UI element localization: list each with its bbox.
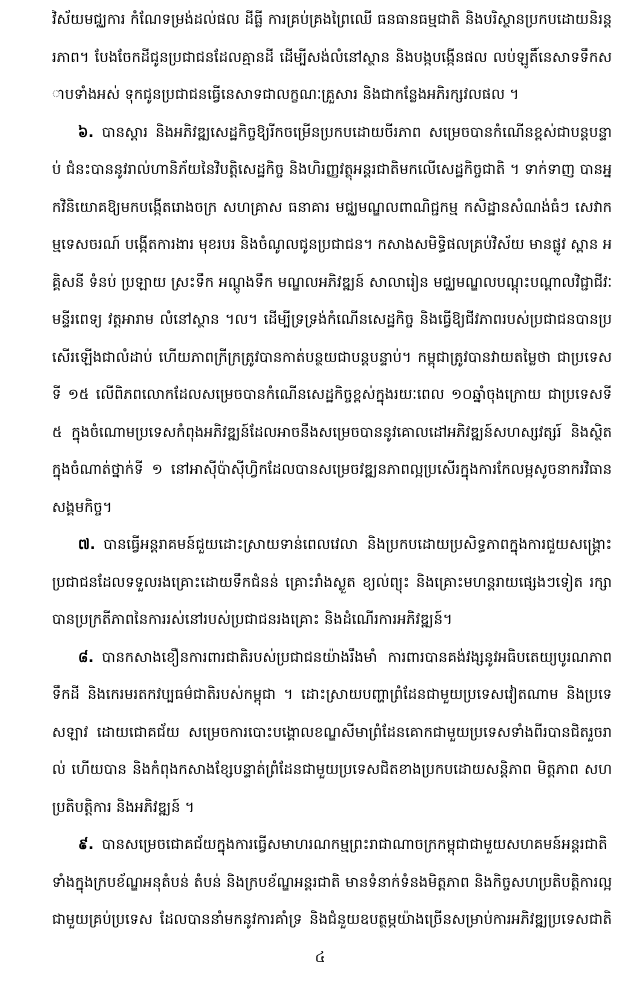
paragraph-intro <box>52 2 612 115</box>
paragraph-text: បានសម្រេចជោគជ័យក្នុងការធ្វើសមាហរណកម្មព្រះរាជាណាចក្រកម្ពុជាជាមួយសហគមន៍អន្តរជាតិទាំងក្នុងក្របខ័ណ្ឌអនុតំបន់ តំបន់ និងក្របខ័ណ្ឌអន្តរជាតិ មានទំនាក់ទំនងមិត្តភាព និងកិច្ចសហប្រតិបត្តិការល្អជាមួយគ្រប់ប្រទេស ដែលបាននាំមកនូវការគាំទ្រ និងជំនួយឧបត្ថម្ភយ៉ាងច្រើនសម្រាប់ការអភិវឌ្ឍប្រទេសជាតិ <box>52 837 612 928</box>
document-page <box>52 0 612 940</box>
paragraph-text: វិស័យមជ្ឈការ កំណែទម្រង់ដល់ផល ដីធ្លី ការគ្រប់គ្រងព្រៃឈើ ធនធានធម្មជាតិ និងបរិស្ថានប្រកបដោយនិរន្តរភាព។ បែងចែកដីជូនប្រជាជនដែលគ្មានដី ដើម្បីសង់លំនៅស្ថាន និងបង្កបង្កើនផល លប់ឡូតិ៍នេសាទទឹកសាបទាំងអស់ ទុកជូនប្រជាជនធ្វើនេសាទជាលក្ខណៈគ្រួសារ និងជាកន្លែងអភិរក្សវលផល ។ <box>52 12 612 103</box>
paragraph-6 <box>52 115 612 528</box>
page-number: ៤ <box>314 948 326 966</box>
paragraph-9 <box>52 827 612 940</box>
paragraph-text: បានធ្វើអន្តរាគមន៍ជួយដោះស្រាយទាន់ពេលវេលា និងប្រកបដោយប្រសិទ្ធភាពក្នុងការជួយសង្គ្រោះប្រជាជនដែលទទួលរងគ្រោះដោយទឹកជំនន់ គ្រោះរាំងស្ងួត ខ្យល់ព្យុះ និងគ្រោះមហន្តរាយផ្សេងៗទៀត រក្សាបានប្រក្រតីភាពនៃការរស់នៅរបស់ប្រជាជនរងគ្រោះ និងដំណើរការអភិវឌ្ឍន៍។ <box>52 537 612 628</box>
paragraph-text: បានស្តារ និងអភិវឌ្ឍសេដ្ឋកិច្ចឱ្យរីកចម្រើនប្រកបដោយចីរភាព សម្រេចបានកំណើនខ្ពស់ជាបន្តបន្ទាប់ ជំនះបាននូវរាល់ហានិភ័យនៃវិបត្តិសេដ្ឋកិច្ច និងហិរញ្ញវត្ថុអន្តរជាតិមកលើសេដ្ឋកិច្ចជាតិ ។ ទាក់ទាញ បានអ្នកវិនិយោគឱ្យមកបង្កើតរោងចក្រ សហគ្រាស ធនាគារ មជ្ឈមណ្ឌលពាណិជ្ជកម្ម កសិដ្ឋានសំណង់ធំៗ សេវាកម្មទេសចរណ៍ បង្កើតការងារ មុខរបរ និងចំណូលជូនប្រជាជន។ កសាងសមិទ្ធិផលគ្រប់វិស័យ មានផ្លូវ ស្ពាន អគ្គិសនី ទំនប់ ប្រឡាយ ស្រះទឹក អណ្តូងទឹក មណ្ឌលអភិវឌ្ឍន៍ សាលារៀន មជ្ឈមណ្ឌលបណ្តុះបណ្តាលវិជ្ជាជីវៈ មន្ទីរពេទ្យ វត្តអារាម លំនៅស្ថាន ។ល។ ដើម្បីទ្រទ្រង់កំណើនសេដ្ឋកិច្ច និងធ្វើឱ្យជីវភាពរបស់ប្រជាជនបានប្រសើរឡើងជាលំដាប់ ហើយភាពក្រីក្រត្រូវបានកាត់បន្ថយជាបន្តបន្ទាប់។ កម្ពុជាត្រូវបានវាយតម្លៃថា ជាប្រទេសទី ១៥ លើពិភពលោកដែលសម្រេចបានកំណើនសេដ្ឋកិច្ចខ្ពស់ក្នុងរយៈពេល ១០ឆ្នាំចុងក្រោយ ជាប្រទេសទី ៥ ក្នុងចំណោមប្រទេសកំពុងអភិវឌ្ឍន៍ដែលអាចនឹងសម្រេចបាននូវគោលដៅអភិវឌ្ឍន៍សហស្សវត្សរ៍ និងស្ថិតក្នុងចំណាត់ថ្នាក់ទី ១ នៅអាស៊ីប៉ាស៊ីហ្វិកដែលបានសម្រេចវឌ្ឍនភាពល្អប្រសើរក្នុងការកែលម្អសូចនាករវិធានសង្គមកិច្ច។ <box>52 124 612 516</box>
paragraph-number: ៨. <box>78 649 94 666</box>
paragraph-number: ៦. <box>78 124 94 141</box>
paragraph-number: ៧. <box>78 537 96 553</box>
paragraph-8 <box>52 640 612 828</box>
paragraph-number: ៩. <box>78 837 94 853</box>
paragraph-7 <box>52 527 612 640</box>
paragraph-text: បានកសាងខឿនការពារជាតិរបស់ប្រជាជនយ៉ាងរឹងមាំ ការពារបានគង់វង្សនូវអធិបតេយ្យបូរណភាពទឹកដី និងកេរមរតកវប្បធម៌ជាតិរបស់កម្ពុជា ។ ដោះស្រាយបញ្ហាព្រំដែនជាមួយប្រទេសវៀតណាម និងប្រទេសឡាវ ដោយជោគជ័យ សម្រេចការបោះបង្គោលខណ្ឌសីមាព្រំដែនគោកជាមួយប្រទេសទាំងពីរបានជិតរួចរាល់ ហើយបាន និងកំពុងកសាងខ្សែបន្ទាត់ព្រំដែនជាមួយប្រទេសជិតខាងប្រកបដោយសន្តិភាព មិត្តភាព សហប្រតិបត្តិការ និងអភិវឌ្ឍន៍ ។ <box>52 649 612 816</box>
